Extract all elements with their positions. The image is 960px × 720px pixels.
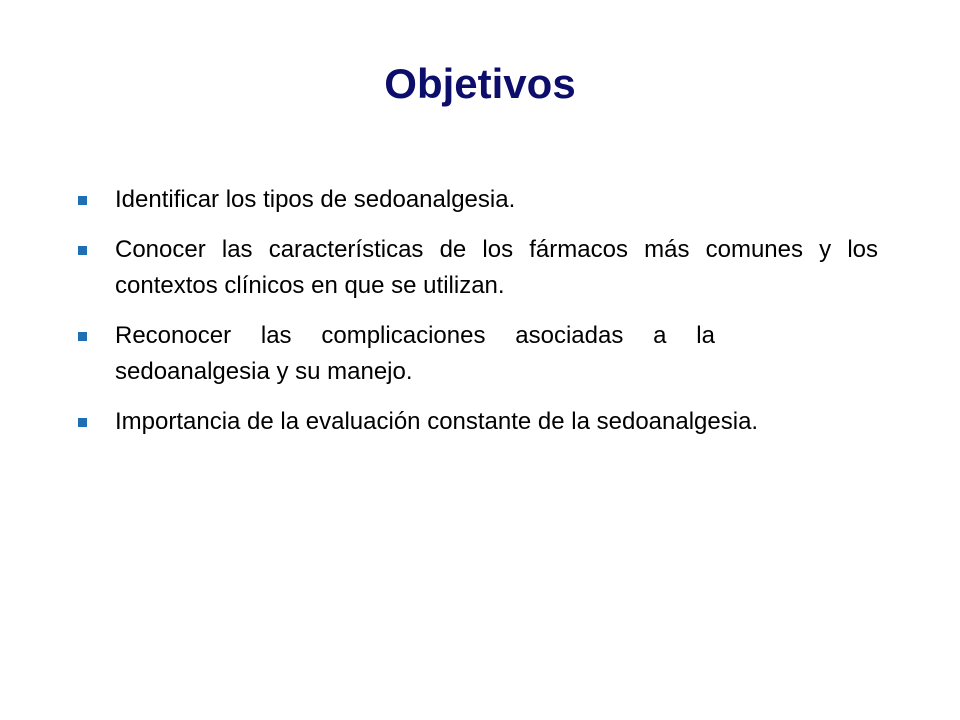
square-bullet-icon — [78, 418, 87, 427]
objective-text: Importancia de la evaluación constante de la sedoanalgesia. — [115, 408, 759, 435]
square-bullet-icon — [78, 332, 87, 341]
objective-item — [78, 404, 815, 440]
objective-item — [78, 232, 878, 304]
square-bullet-icon — [78, 246, 87, 255]
objective-text: Conocer las características de los fármacos más comunes y los contextos clínicos en que se utilizan. — [115, 236, 878, 299]
square-bullet-icon — [78, 196, 87, 205]
objective-item — [78, 318, 715, 390]
objective-text: Identificar los tipos de sedoanalgesia. — [115, 186, 516, 213]
objective-item — [78, 182, 878, 218]
slide-title: Objetivos — [384, 60, 576, 107]
objectives-list — [78, 182, 878, 454]
objective-text: Reconocer las complicaciones asociadas a la sedoanalgesia y su manejo. — [115, 322, 715, 385]
